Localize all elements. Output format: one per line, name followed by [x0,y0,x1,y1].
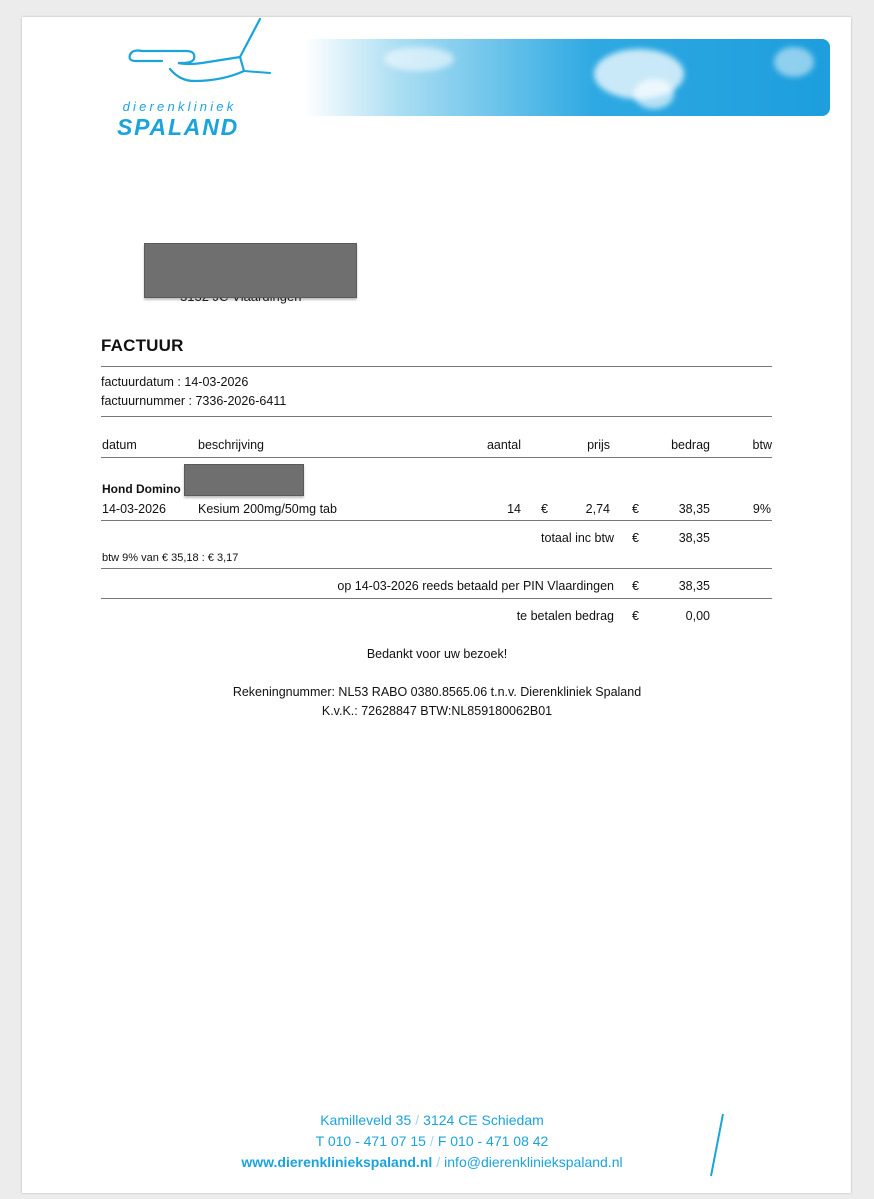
footer-website-link[interactable]: www.dierenkliniekspaland.nl [241,1154,433,1170]
paid-label: op 14-03-2026 reeds betaald per PIN Vlaardingen [337,579,614,593]
invoice-number: factuurnummer : 7336-2026-6411 [101,394,287,408]
footer-separator: / [436,1154,441,1170]
footer-separator: / [429,1133,434,1149]
col-header-amount: bedrag [671,438,710,452]
footer-address [172,1112,692,1128]
divider [101,598,772,599]
col-header-price: prijs [587,438,610,452]
divider [101,366,772,367]
invoice-page [22,17,851,1193]
paid-currency: € [632,579,639,593]
row-description: Kesium 200mg/50mg tab [198,502,337,516]
redacted-recipient-block [144,243,357,298]
row-date: 14-03-2026 [102,502,166,516]
col-header-date: datum [102,438,137,452]
redacted-patient-detail [184,464,304,496]
divider [101,457,772,458]
due-currency: € [632,609,639,623]
footer-city: 3124 CE Schiedam [423,1112,544,1128]
invoice-date: factuurdatum : 14-03-2026 [101,375,249,389]
paid-value: 38,35 [678,579,710,593]
logo-text-spaland: SPALAND [116,114,240,140]
due-value: 0,00 [685,609,710,623]
vat-note: btw 9% van € 35,18 : € 3,17 [102,552,239,564]
total-value: 38,35 [678,531,710,545]
hand-logo-icon [122,17,292,107]
col-header-description: beschrijving [198,438,265,452]
col-header-quantity: aantal [486,438,521,452]
footer-web-mail [172,1154,692,1170]
footer-slash-icon [707,1112,727,1178]
header-banner-image [304,39,830,116]
footer-phone: T 010 - 471 07 15 [315,1133,426,1149]
total-currency: € [632,531,639,545]
kvk-vat-line: K.v.K.: 72628847 BTW:NL859180062B01 [321,704,553,718]
row-amount: 38,35 [678,502,710,516]
bank-account-line: Rekeningnummer: NL53 RABO 0380.8565.06 t.n.v. Dierenkliniek Spaland [232,685,642,699]
divider [101,568,772,569]
thanks-message: Bedankt voor uw bezoek! [366,647,508,661]
footer-street: Kamilleveld 35 [320,1112,412,1128]
patient-group-label: Hond Domino [102,482,181,496]
footer-email-link[interactable]: info@dierenkliniekspaland.nl [444,1154,623,1170]
footer-phone-fax [172,1133,692,1149]
logo-text-dierenkliniek: dierenkliniek [122,99,237,114]
footer-separator: / [415,1112,420,1128]
row-currency-amount: € [632,502,639,516]
row-currency-price: € [541,502,548,516]
divider [101,520,772,521]
footer-fax: F 010 - 471 08 42 [437,1133,549,1149]
invoice-title: FACTUUR [101,336,184,355]
total-label: totaal inc btw [541,531,614,545]
divider [101,416,772,417]
row-quantity: 14 [507,502,521,516]
row-vat: 9% [752,502,771,516]
col-header-vat: btw [752,438,772,452]
due-label: te betalen bedrag [516,609,614,623]
row-price: 2,74 [585,502,610,516]
